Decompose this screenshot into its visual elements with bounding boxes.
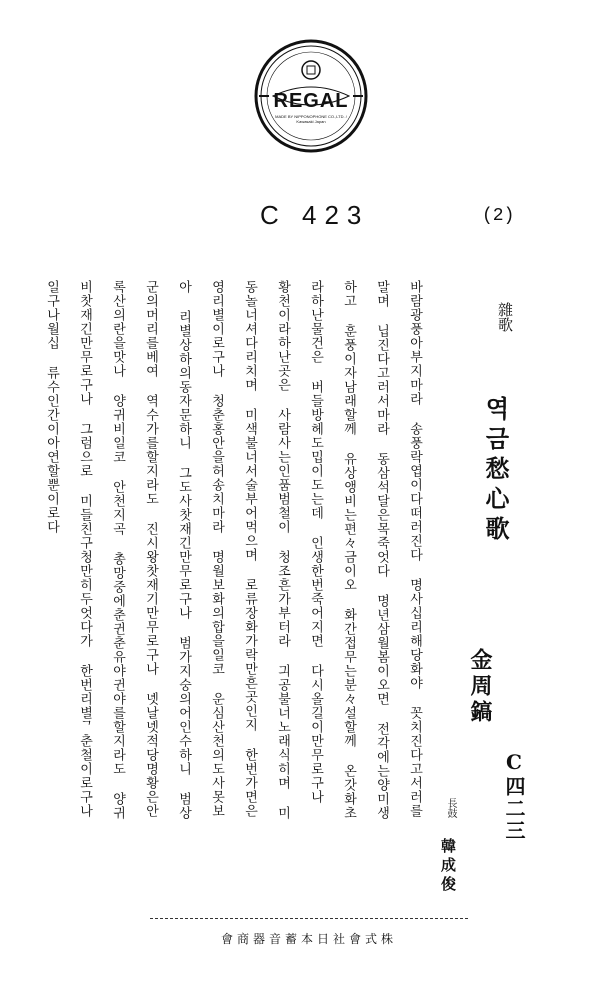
lyric-line: 비찻재긴만무로구나 그럼으로 미들친구청만히두엇다가 한번리별ᄀ춘철이로구나 <box>77 280 92 818</box>
singer-name: 金周鎬 <box>467 648 493 726</box>
lyric-line: 군의머리를베여 역수가를할지라도 진시왕찻재기만무로구나 녯날녯적당명황은안 <box>143 280 158 818</box>
lyric-line: 말며 닙진다고러서마라 동삼석달은목죽엇다 명년삼월봄이오면 전각에는양미생 <box>374 280 389 820</box>
accompanist-name: 韓成俊 <box>439 838 457 895</box>
footer-divider <box>150 918 468 919</box>
lyric-line: 록산의란을맛나 양귀비일코 안천지곡 총망중에춘귄춘유야귄야를할지라도 양귀 <box>110 280 125 820</box>
lyric-line: 일구나월십 류수인간이아연할뿐이로다 <box>44 280 59 534</box>
catalog-number-vertical: C四二三 <box>502 750 526 842</box>
instrument-label: 長鼓 <box>445 798 456 818</box>
song-title: 역금愁心歌 <box>481 396 510 546</box>
side-number: (2) <box>482 206 515 226</box>
lyric-line: 황천이라하난곳은 사람사는인품범철이 청조흔가부터라 긔공불너노래식히며 미 <box>275 280 290 820</box>
lyric-line: 하고 훈풍이자남래할께 유상앵비는편々금이오 화간접무는분々설할께 온갓화초 <box>341 280 356 820</box>
lyric-line: 바람광풍아부지마라 송풍락엽이다떠러진다 명사십리해당화야 꼿치진다고서러를 <box>407 280 422 818</box>
lyric-line: 영리별이로구나 청춘홍안을허송치마라 명월보화의합을일코 운심산천의도사못보 <box>209 280 224 818</box>
lyric-line: 아 리별상하의동자문하니 그도사찻재긴만무로구나 범가지숭의어인수하니 범상 <box>176 280 191 820</box>
brand-name: REGAL <box>273 90 349 112</box>
lyric-line: 동놀너셔다리치며 미색불너서술부어먹으며 로류장화가락만흔곳인지 한번가면은 <box>242 280 257 818</box>
brand-subtitle: MADE BY NIPPONOPHONE CO.,LTD. / Kawasaki Japan <box>275 114 347 124</box>
lyric-line: 라하난물건은 버들방헤도밉이도는데 인생한번죽어지면 다시올길이만무로구나 <box>308 280 323 804</box>
record-number: C 423 <box>260 200 370 230</box>
company-name: 會商器音蓄本日社會式株 <box>220 932 397 946</box>
genre: 雜歌 <box>496 302 514 332</box>
regal-logo <box>253 38 369 154</box>
